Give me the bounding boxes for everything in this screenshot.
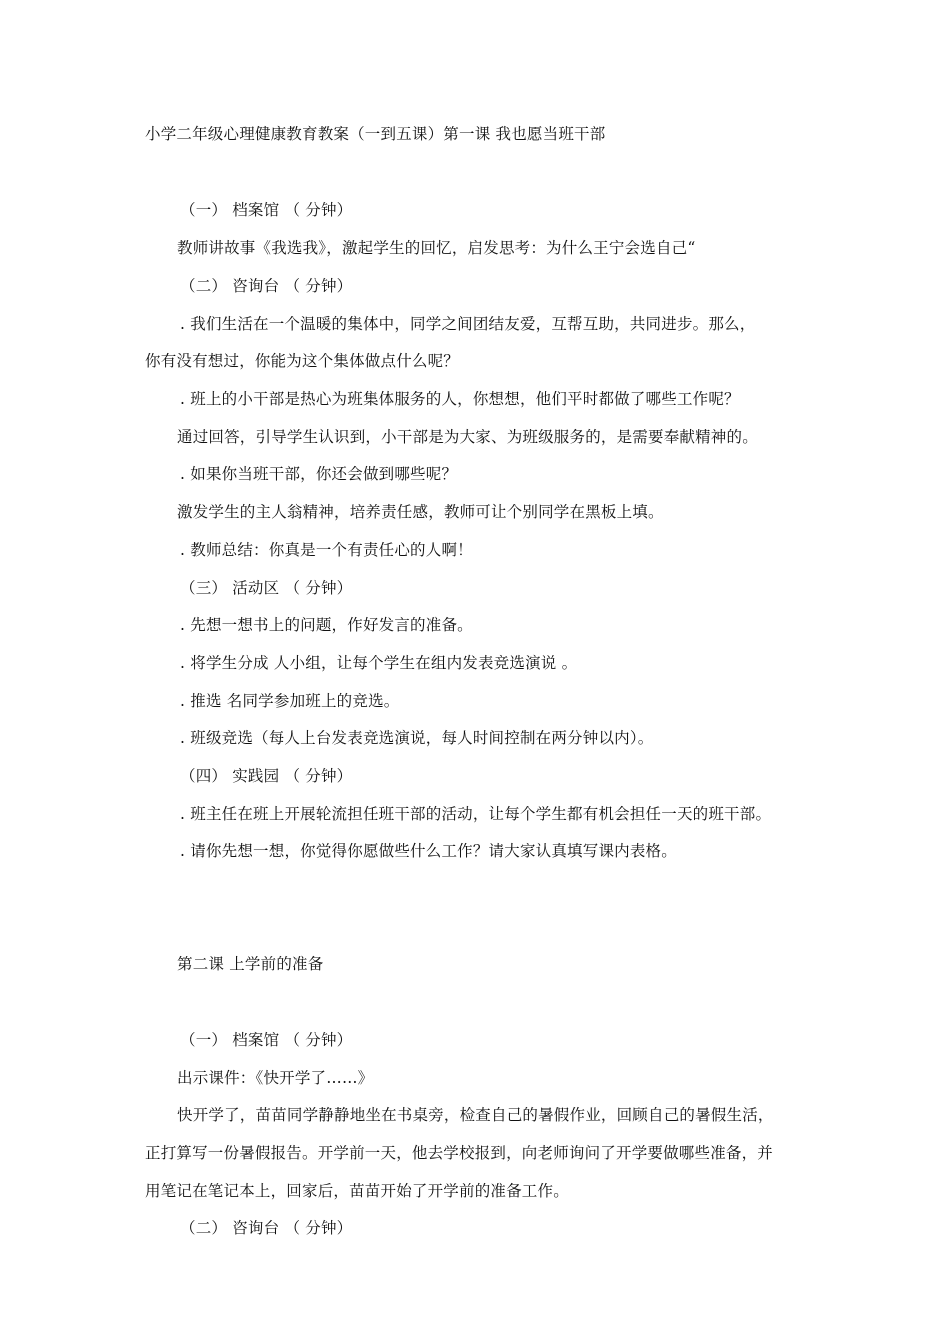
list-item: . 如果你当班干部，你还会做到哪些呢？ (180, 465, 458, 483)
paragraph-line: 教师讲故事《我选我》，激起学生的回忆，启发思考：为什么王宁会选自己“ (177, 239, 696, 257)
list-item: . 请你先想一想，你觉得你愿做些什么工作？请大家认真填写课内表格。 (180, 842, 677, 860)
lesson-title: 第二课 上学前的准备 (177, 955, 324, 973)
list-item: . 教师总结：你真是一个有责任心的人啊！ (180, 541, 473, 559)
section-heading: （三） 活动区 （ 分钟） (180, 579, 353, 597)
section-heading: （二） 咨询台 （ 分钟） (180, 1219, 353, 1237)
document-title: 小学二年级心理健康教育教案（一到五课）第一课 我也愿当班干部 (145, 125, 606, 143)
paragraph-line: 通过回答，引导学生认识到，小干部是为大家、为班级服务的，是需要奉献精神的。 (177, 428, 758, 446)
section-heading: （一） 档案馆 （ 分钟） (180, 201, 353, 219)
list-item: . 我们生活在一个温暖的集体中，同学之间团结友爱，互帮互助，共同进步。那么， (180, 315, 756, 333)
paragraph-line: 激发学生的主人翁精神，培养责任感，教师可让个别同学在黑板上填。 (177, 503, 664, 521)
paragraph-line: 你有没有想过，你能为这个集体做点什么呢？ (145, 352, 460, 370)
paragraph-line: 正打算写一份暑假报告。开学前一天，他去学校报到，向老师询问了开学要做哪些准备，并 (145, 1144, 774, 1162)
list-item: . 班级竞选（每人上台发表竞选演说，每人时间控制在两分钟以内）。 (180, 729, 654, 747)
section-heading: （一） 档案馆 （ 分钟） (180, 1031, 353, 1049)
list-item: . 班主任在班上开展轮流担任班干部的活动，让每个学生都有机会担任一天的班干部。 (180, 805, 772, 823)
list-item: . 班上的小干部是热心为班集体服务的人，你想想，他们平时都做了哪些工作呢？ (180, 390, 740, 408)
section-heading: （二） 咨询台 （ 分钟） (180, 277, 353, 295)
paragraph-line: 出示课件：《快开学了……》 (177, 1069, 374, 1087)
paragraph-line: 用笔记在笔记本上，回家后，苗苗开始了开学前的准备工作。 (145, 1182, 569, 1200)
paragraph-line: 快开学了，苗苗同学静静地坐在书桌旁，检查自己的暑假作业，回顾自己的暑假生活， (177, 1106, 774, 1124)
list-item: . 将学生分成 人小组，让每个学生在组内发表竞选演说 。 (180, 654, 578, 672)
list-item: . 推选 名同学参加班上的竞选。 (180, 692, 400, 710)
section-heading: （四） 实践园 （ 分钟） (180, 767, 353, 785)
list-item: . 先想一想书上的问题，作好发言的准备。 (180, 616, 473, 634)
